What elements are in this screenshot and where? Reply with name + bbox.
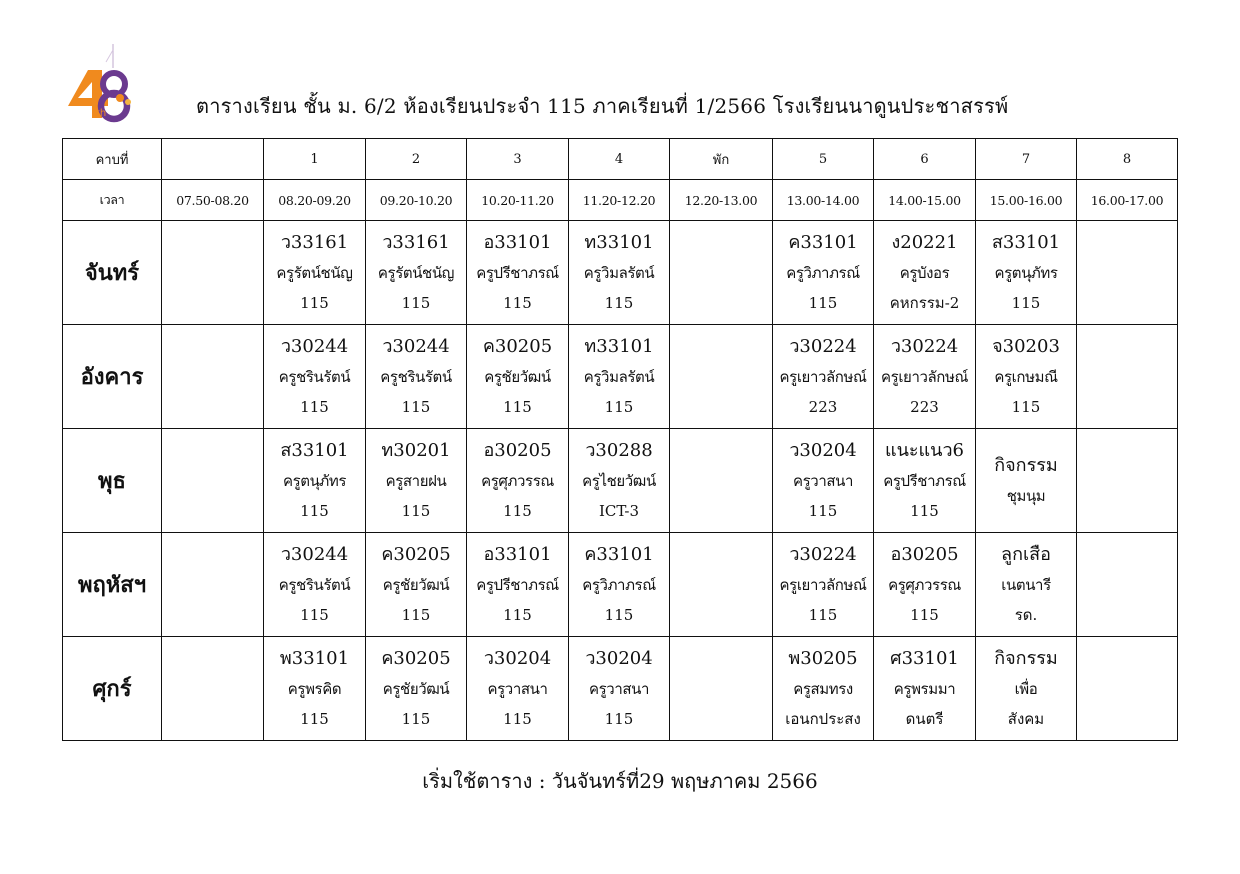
room-number: สังคม	[1007, 709, 1045, 728]
teacher-name: ครูชัยวัฒน์	[382, 679, 450, 698]
teacher-name: ครูชัยวัฒน์	[382, 575, 450, 594]
page-title: ตารางเรียน ชั้น ม. 6/2 ห้องเรียนประจำ 115 ภาคเรียนที่ 1/2566 โรงเรียนนาดูนประชาสรรพ์	[196, 94, 1009, 118]
time-slot: 13.00-14.00	[773, 180, 874, 221]
teacher-name: ครูวิภาภรณ์	[582, 575, 656, 594]
subject-code: ว33161	[280, 231, 349, 253]
class-cell	[976, 637, 1077, 741]
subject-code: ค30205	[381, 647, 451, 669]
room-number: 115	[808, 501, 838, 520]
class-cell	[162, 325, 264, 429]
teacher-name: ครูเยาวลักษณ์	[779, 575, 867, 594]
class-cell	[162, 429, 264, 533]
day-row	[63, 429, 1178, 533]
room-number: 115	[910, 605, 939, 624]
teacher-name: ครูตนุภัทร	[994, 263, 1058, 282]
room-number: เอนกประสง	[785, 709, 861, 728]
room-number: 115	[503, 397, 532, 416]
room-number: 115	[401, 397, 431, 416]
room-number: 115	[503, 605, 532, 624]
class-cell	[773, 429, 874, 533]
room-number: 115	[401, 501, 431, 520]
subject-code: ง20221	[891, 231, 958, 253]
teacher-name: เพื่อ	[1014, 679, 1038, 698]
class-cell	[670, 429, 773, 533]
subject-code: อ33101	[483, 543, 552, 565]
timetable	[62, 138, 1178, 741]
subject-code: แนะแนว6	[884, 439, 965, 461]
class-cell	[366, 533, 467, 637]
class-cell	[467, 221, 569, 325]
subject-code: ลูกเสือ	[1001, 543, 1051, 565]
period-number: 2	[366, 139, 467, 180]
day-name: ศุกร์	[63, 637, 162, 741]
class-cell	[874, 637, 976, 741]
teacher-name: ครูพรคิด	[287, 679, 342, 698]
subject-code: ว30204	[585, 647, 653, 669]
subject-code: ว30224	[789, 335, 857, 357]
subject-code: กิจกรรม	[994, 454, 1058, 476]
teacher-name: ครูพรมมา	[893, 679, 956, 698]
room-number: ดนตรี	[905, 709, 944, 728]
period-number	[162, 139, 264, 180]
subject-code: ว30244	[382, 335, 450, 357]
day-name: พุธ	[63, 429, 162, 533]
class-cell	[366, 325, 467, 429]
room-number: รด.	[1014, 605, 1038, 624]
class-cell	[264, 637, 366, 741]
class-cell	[162, 637, 264, 741]
teacher-name: ครูชัยวัฒน์	[484, 367, 551, 386]
subject-code: ว30244	[280, 335, 349, 357]
class-cell	[773, 533, 874, 637]
class-cell	[162, 533, 264, 637]
period-number: 6	[874, 139, 976, 180]
class-cell	[874, 533, 976, 637]
room-number: 115	[401, 709, 431, 728]
class-cell	[773, 637, 874, 741]
teacher-name: ครูวิมลรัตน์	[583, 263, 655, 282]
subject-code: จ30203	[992, 335, 1060, 357]
teacher-name: ครูเยาวลักษณ์	[779, 367, 867, 386]
start-date-note: เริ่มใช้ตาราง : วันจันทร์ที่29 พฤษภาคม 2566	[422, 769, 818, 793]
teacher-name: ครูสายฝน	[385, 471, 447, 490]
day-name: จันทร์	[63, 221, 162, 325]
room-number: 115	[910, 501, 939, 520]
class-cell	[773, 221, 874, 325]
subject-code: ค33101	[584, 543, 654, 565]
class-cell	[264, 221, 366, 325]
subject-code: ส33101	[280, 439, 349, 461]
time-slot: 15.00-16.00	[976, 180, 1077, 221]
teacher-name: ครูเยาวลักษณ์	[881, 367, 968, 386]
time-slot: 16.00-17.00	[1077, 180, 1178, 221]
subject-code: ส33101	[991, 231, 1061, 253]
class-cell	[670, 637, 773, 741]
room-number: 115	[300, 397, 329, 416]
room-number: 115	[808, 293, 838, 312]
teacher-name: ครูชรินรัตน์	[278, 367, 351, 386]
class-cell	[670, 221, 773, 325]
period-number: 1	[264, 139, 366, 180]
teacher-name: ครูวาสนา	[487, 679, 548, 698]
time-label: เวลา	[63, 180, 162, 221]
room-number: 115	[503, 293, 532, 312]
class-cell	[467, 325, 569, 429]
class-cell	[366, 637, 467, 741]
teacher-name: ครูวิภาภรณ์	[786, 263, 860, 282]
class-cell	[976, 221, 1077, 325]
period-number: 7	[976, 139, 1077, 180]
class-cell	[670, 325, 773, 429]
subject-code: ท33101	[584, 335, 654, 357]
subject-code: ว30244	[280, 543, 349, 565]
class-cell	[976, 533, 1077, 637]
class-cell	[264, 533, 366, 637]
class-cell	[976, 429, 1077, 533]
period-number: 3	[467, 139, 569, 180]
class-cell	[162, 221, 264, 325]
teacher-name: ครูปรีชาภรณ์	[476, 575, 559, 594]
time-slot: 08.20-09.20	[264, 180, 366, 221]
time-slot: 14.00-15.00	[874, 180, 976, 221]
class-cell	[264, 325, 366, 429]
class-cell	[874, 429, 976, 533]
period-break: พัก	[670, 139, 773, 180]
room-number: 223	[808, 397, 838, 416]
subject-code: ค30205	[381, 543, 451, 565]
room-number: 115	[1011, 397, 1041, 416]
subject-code: ว30224	[890, 335, 959, 357]
class-cell	[467, 637, 569, 741]
subject-code: ว30288	[585, 439, 653, 461]
time-slot: 07.50-08.20	[162, 180, 264, 221]
teacher-name: ครูวิมลรัตน์	[583, 367, 655, 386]
class-cell	[569, 325, 670, 429]
period-number: 8	[1077, 139, 1178, 180]
class-cell	[569, 221, 670, 325]
teacher-name: ครูชรินรัตน์	[278, 575, 351, 594]
class-cell	[1077, 325, 1178, 429]
teacher-name: ครูศุภวรรณ	[888, 575, 961, 594]
class-cell	[1077, 429, 1178, 533]
teacher-name: ครูตนุภัทร	[282, 471, 347, 490]
period-header-row	[63, 139, 1178, 180]
room-number: 115	[604, 293, 634, 312]
class-cell	[366, 429, 467, 533]
teacher-name: ครูวาสนา	[589, 679, 649, 698]
teacher-name: ครูเกษมณี	[994, 367, 1058, 386]
subject-code: ค33101	[788, 231, 858, 253]
class-cell	[976, 325, 1077, 429]
room-number: 115	[300, 709, 329, 728]
day-name: พฤหัสฯ	[63, 533, 162, 637]
class-cell	[467, 429, 569, 533]
subject-code: กิจกรรม	[994, 647, 1058, 669]
teacher-name: ครูวาสนา	[793, 471, 853, 490]
day-row	[63, 221, 1178, 325]
logo-suffix: th	[96, 108, 107, 119]
teacher-name: ครูศุภวรรณ	[481, 471, 554, 490]
period-label: คาบที่	[63, 139, 162, 180]
class-cell	[366, 221, 467, 325]
subject-code: ศ33101	[890, 647, 959, 669]
class-cell	[1077, 637, 1178, 741]
day-name: อังคาร	[63, 325, 162, 429]
subject-code: ค30205	[482, 335, 553, 357]
room-number: 115	[808, 605, 838, 624]
class-cell	[773, 325, 874, 429]
teacher-name: เนตนารี	[1001, 575, 1051, 594]
class-cell	[467, 533, 569, 637]
time-slot: 10.20-11.20	[467, 180, 569, 221]
subject-code: อ33101	[483, 231, 552, 253]
room-number: 115	[604, 605, 634, 624]
class-cell	[874, 325, 976, 429]
subject-code: ท30201	[381, 439, 451, 461]
teacher-name: ครูปรีชาภรณ์	[476, 263, 559, 282]
teacher-name: ครูปรีชาภรณ์	[883, 471, 966, 490]
room-number: 115	[300, 501, 329, 520]
room-number: ICT-3	[598, 501, 640, 520]
class-cell	[569, 429, 670, 533]
time-slot: 12.20-13.00	[670, 180, 773, 221]
subject-code: ว30224	[789, 543, 857, 565]
room-number: 115	[300, 293, 329, 312]
teacher-name: ครูรัตน์ชนัญ	[276, 263, 353, 282]
time-header-row	[63, 180, 1178, 221]
teacher-name: ชุมนุม	[1006, 486, 1046, 505]
class-cell	[1077, 533, 1178, 637]
day-rows	[63, 221, 1178, 741]
class-cell	[569, 637, 670, 741]
subject-code: ว30204	[789, 439, 857, 461]
teacher-name: ครูบังอร	[899, 263, 950, 282]
subject-code: ว33161	[382, 231, 450, 253]
room-number: คหกรรม-2	[889, 293, 960, 312]
period-number: 4	[569, 139, 670, 180]
room-number: 115	[401, 605, 431, 624]
class-cell	[670, 533, 773, 637]
subject-code: อ30205	[483, 439, 552, 461]
day-row	[63, 533, 1178, 637]
subject-code: ท33101	[584, 231, 654, 253]
day-row	[63, 325, 1178, 429]
school-anniversary-logo	[62, 42, 142, 128]
time-slot: 11.20-12.20	[569, 180, 670, 221]
class-cell	[264, 429, 366, 533]
subject-code: ว30204	[483, 647, 552, 669]
class-cell	[1077, 221, 1178, 325]
room-number: 115	[604, 397, 634, 416]
room-number: 115	[604, 709, 634, 728]
room-number: 115	[1011, 293, 1041, 312]
day-row	[63, 637, 1178, 741]
room-number: 115	[401, 293, 431, 312]
period-number: 5	[773, 139, 874, 180]
teacher-name: ครูรัตน์ชนัญ	[377, 263, 455, 282]
subject-code: อ30205	[890, 543, 959, 565]
teacher-name: ครูไชยวัฒน์	[582, 471, 656, 490]
teacher-name: ครูสมทรง	[793, 679, 853, 698]
class-cell	[569, 533, 670, 637]
room-number: 115	[503, 709, 532, 728]
teacher-name: ครูชรินรัตน์	[380, 367, 452, 386]
class-cell	[874, 221, 976, 325]
room-number: 223	[910, 397, 939, 416]
subject-code: พ30205	[788, 647, 858, 669]
subject-code: พ33101	[279, 647, 350, 669]
room-number: 115	[300, 605, 329, 624]
room-number: 115	[503, 501, 532, 520]
time-slot: 09.20-10.20	[366, 180, 467, 221]
